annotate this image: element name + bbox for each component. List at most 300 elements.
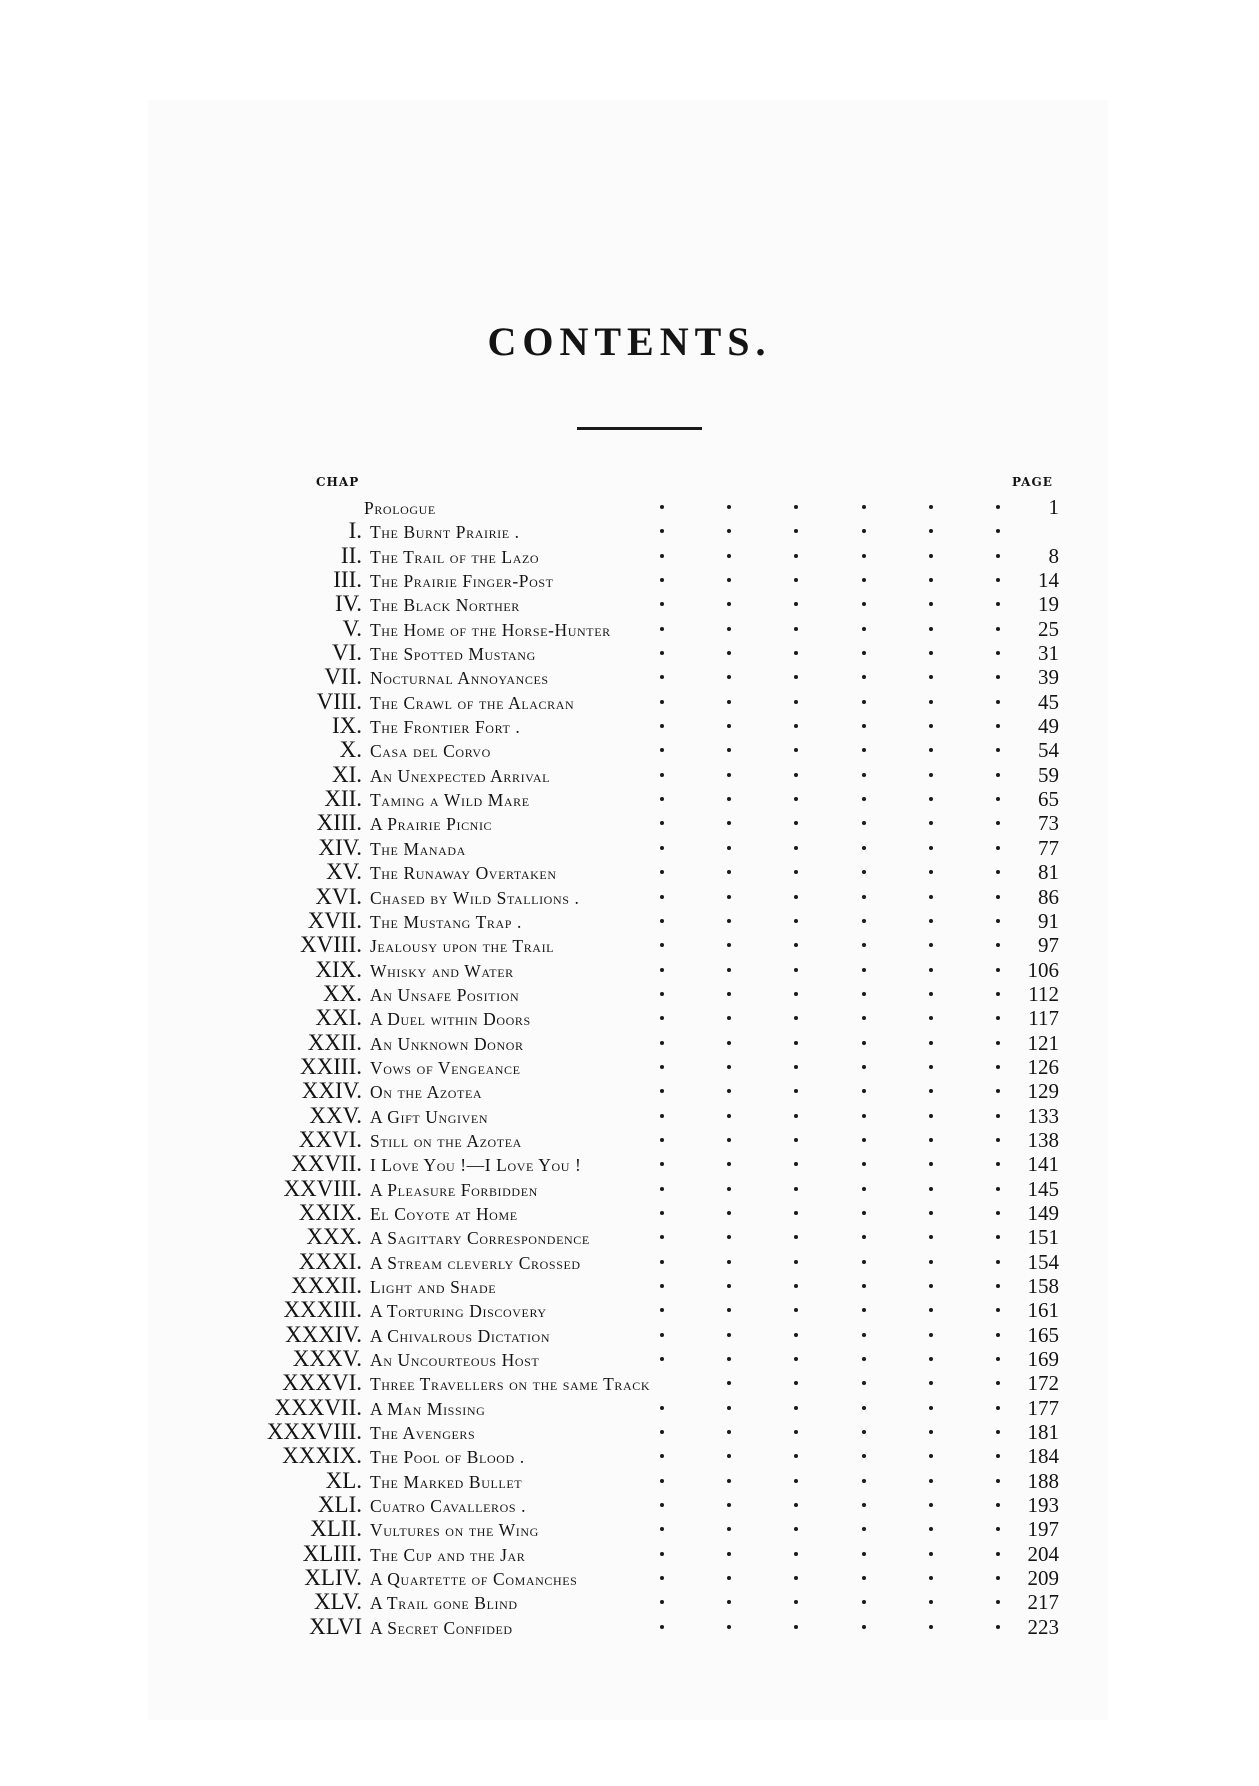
chapter-title: A Quartette of Comanches — [370, 1569, 578, 1590]
page-number: 204 — [1027, 1541, 1059, 1566]
leader-dot — [727, 1162, 731, 1166]
leader-dot — [929, 1138, 933, 1142]
leader-dot — [862, 1625, 866, 1629]
leader-dot — [794, 602, 798, 606]
dot-leader — [660, 714, 1000, 738]
leader-dot — [727, 675, 731, 679]
leader-dot — [862, 1187, 866, 1191]
leader-dot — [660, 797, 664, 801]
contents-entry — [0, 763, 1259, 787]
leader-dot — [929, 602, 933, 606]
contents-entry — [0, 1542, 1259, 1566]
leader-dot — [929, 1333, 933, 1337]
leader-dot — [794, 1552, 798, 1556]
leader-dot — [727, 748, 731, 752]
page-title: CONTENTS. — [487, 319, 772, 364]
leader-dot — [996, 1162, 1000, 1166]
leader-dot — [794, 675, 798, 679]
page-number: 59 — [1038, 762, 1059, 787]
leader-dot — [727, 797, 731, 801]
chapter-number: X. — [339, 737, 362, 763]
dot-leader — [660, 1615, 1000, 1639]
leader-dot — [929, 1406, 933, 1410]
page-number: 145 — [1027, 1176, 1059, 1201]
leader-dot — [727, 602, 731, 606]
leader-dot — [862, 846, 866, 850]
leader-dot — [794, 1381, 798, 1385]
leader-dot — [794, 1138, 798, 1142]
leader-dot — [727, 1600, 731, 1604]
leader-dot — [996, 968, 1000, 972]
leader-dot — [996, 1454, 1000, 1458]
leader-dot — [996, 627, 1000, 631]
leader-dot — [862, 1357, 866, 1361]
chapter-number: XLVI — [309, 1613, 362, 1639]
leader-dot — [727, 870, 731, 874]
page-number: 129 — [1027, 1079, 1059, 1104]
leader-dot — [660, 1625, 664, 1629]
leader-dot — [727, 505, 731, 509]
dot-leader — [660, 1396, 1000, 1420]
contents-entry — [0, 641, 1259, 665]
leader-dot — [862, 797, 866, 801]
chapter-title: A Secret Confided — [370, 1617, 513, 1638]
leader-dot — [727, 1065, 731, 1069]
leader-dot — [929, 651, 933, 655]
leader-dot — [929, 1454, 933, 1458]
contents-entry — [0, 1396, 1259, 1420]
chapter-title: The Pool of Blood . — [370, 1447, 525, 1468]
dot-leader — [660, 1590, 1000, 1614]
leader-dot — [929, 797, 933, 801]
leader-dot — [660, 1333, 664, 1337]
contents-entry — [0, 860, 1259, 884]
leader-dot — [660, 1089, 664, 1093]
chapter-title: The Prairie Finger-Post — [370, 571, 554, 592]
dot-leader — [660, 1128, 1000, 1152]
chapter-number: XXIII. — [300, 1053, 362, 1079]
leader-dot — [794, 1016, 798, 1020]
leader-dot — [727, 1625, 731, 1629]
leader-dot — [929, 700, 933, 704]
page-number: 45 — [1038, 689, 1059, 714]
leader-dot — [660, 1284, 664, 1288]
contents-entry — [0, 1031, 1259, 1055]
page-number: 86 — [1038, 884, 1059, 909]
chapter-title: The Avengers — [370, 1423, 476, 1444]
chapter-number: XXXVIII. — [266, 1419, 362, 1445]
chapter-number: XXV. — [309, 1102, 362, 1128]
leader-dot — [727, 1235, 731, 1239]
dot-leader — [660, 836, 1000, 860]
dot-leader — [660, 1420, 1000, 1444]
chapter-number: XII. — [324, 786, 362, 812]
leader-dot — [929, 1308, 933, 1312]
leader-dot — [862, 724, 866, 728]
page-number: 165 — [1027, 1322, 1059, 1347]
leader-dot — [862, 1065, 866, 1069]
contents-entry — [0, 1006, 1259, 1030]
leader-dot — [996, 1600, 1000, 1604]
page-number: 149 — [1027, 1200, 1059, 1225]
contents-entry — [0, 811, 1259, 835]
dot-leader — [660, 1542, 1000, 1566]
leader-dot — [862, 895, 866, 899]
leader-dot — [929, 1625, 933, 1629]
contents-entry — [0, 1469, 1259, 1493]
contents-entry — [0, 592, 1259, 616]
dot-leader — [660, 933, 1000, 957]
leader-dot — [727, 1406, 731, 1410]
chapter-title: A Prairie Picnic — [370, 814, 493, 835]
chapter-number: XLII. — [310, 1516, 362, 1542]
chapter-title: An Uncourteous Host — [370, 1350, 540, 1371]
dot-leader — [660, 495, 1000, 519]
leader-dot — [862, 1576, 866, 1580]
dot-leader — [660, 1493, 1000, 1517]
leader-dot — [929, 1187, 933, 1191]
leader-dot — [794, 1527, 798, 1531]
contents-entry — [0, 836, 1259, 860]
page-number: 169 — [1027, 1347, 1059, 1372]
chapter-number: I. — [348, 518, 362, 544]
leader-dot — [862, 968, 866, 972]
contents-entry — [0, 1152, 1259, 1176]
leader-dot — [996, 1260, 1000, 1264]
leader-dot — [996, 992, 1000, 996]
leader-dot — [996, 943, 1000, 947]
contents-entry — [0, 519, 1259, 543]
leader-dot — [996, 821, 1000, 825]
leader-dot — [996, 773, 1000, 777]
contents-entry — [0, 544, 1259, 568]
leader-dot — [794, 1089, 798, 1093]
dot-leader — [660, 738, 1000, 762]
chapter-title: Casa del Corvo — [370, 741, 491, 762]
chapter-title: A Man Missing — [370, 1398, 486, 1419]
leader-dot — [862, 992, 866, 996]
chapter-title: A Gift Ungiven — [370, 1106, 489, 1127]
chapter-title: Nocturnal Annoyances — [370, 668, 549, 689]
leader-dot — [996, 1552, 1000, 1556]
leader-dot — [996, 1406, 1000, 1410]
contents-entry — [0, 1444, 1259, 1468]
leader-dot — [727, 1114, 731, 1118]
leader-dot — [660, 1187, 664, 1191]
leader-dot — [862, 1381, 866, 1385]
leader-dot — [996, 554, 1000, 558]
leader-dot — [996, 675, 1000, 679]
chapter-number: VII. — [324, 664, 362, 690]
chapter-title: The Spotted Mustang — [370, 644, 536, 665]
contents-entry — [0, 1128, 1259, 1152]
leader-dot — [727, 968, 731, 972]
leader-dot — [660, 1406, 664, 1410]
leader-dot — [794, 919, 798, 923]
leader-dot — [727, 1357, 731, 1361]
page-number: 54 — [1038, 738, 1059, 763]
leader-dot — [862, 529, 866, 533]
leader-dot — [862, 1284, 866, 1288]
leader-dot — [996, 1114, 1000, 1118]
leader-dot — [794, 992, 798, 996]
chapter-number: XXVIII. — [283, 1175, 362, 1201]
contents-entry — [0, 714, 1259, 738]
leader-dot — [727, 651, 731, 655]
leader-dot — [862, 1235, 866, 1239]
dot-leader — [660, 519, 1000, 543]
leader-dot — [929, 1381, 933, 1385]
leader-dot — [727, 1430, 731, 1434]
page-number: 138 — [1027, 1127, 1059, 1152]
chapter-title: Whisky and Water — [370, 960, 514, 981]
chapter-title: A Torturing Discovery — [370, 1301, 547, 1322]
chapter-number: XVII. — [307, 907, 362, 933]
leader-dot — [794, 529, 798, 533]
leader-dot — [727, 821, 731, 825]
leader-dot — [929, 1260, 933, 1264]
page-number: 8 — [1048, 543, 1059, 568]
leader-dot — [794, 1576, 798, 1580]
contents-entry — [0, 982, 1259, 1006]
chapter-number: II. — [340, 542, 362, 568]
leader-dot — [660, 1357, 664, 1361]
leader-dot — [929, 968, 933, 972]
dot-leader — [660, 1517, 1000, 1541]
leader-dot — [929, 1552, 933, 1556]
leader-dot — [996, 870, 1000, 874]
chapter-number: XXVII. — [291, 1151, 362, 1177]
leader-dot — [794, 1235, 798, 1239]
leader-dot — [929, 846, 933, 850]
leader-dot — [862, 627, 866, 631]
leader-dot — [929, 675, 933, 679]
leader-dot — [929, 1576, 933, 1580]
leader-dot — [727, 1576, 731, 1580]
dot-leader — [660, 763, 1000, 787]
chapter-title: Light and Shade — [370, 1277, 497, 1297]
leader-dot — [996, 1187, 1000, 1191]
chapter-number: XXXV. — [292, 1346, 362, 1372]
page-number: 25 — [1038, 616, 1059, 641]
leader-dot — [996, 1333, 1000, 1337]
page-number: 112 — [1028, 981, 1059, 1006]
leader-dot — [996, 700, 1000, 704]
contents-entry — [0, 909, 1259, 933]
leader-dot — [660, 1600, 664, 1604]
leader-dot — [660, 675, 664, 679]
chapter-number: XV. — [325, 859, 362, 885]
chapter-number: XIX. — [315, 956, 362, 982]
leader-dot — [996, 1576, 1000, 1580]
chapter-title: The Black Norther — [370, 595, 520, 616]
chapter-number: XXIV. — [301, 1078, 362, 1104]
leader-dot — [794, 1162, 798, 1166]
leader-dot — [929, 1527, 933, 1531]
leader-dot — [996, 1235, 1000, 1239]
contents-entry — [0, 1079, 1259, 1103]
chapter-title: The Mustang Trap . — [370, 911, 522, 932]
leader-dot — [929, 943, 933, 947]
leader-dot — [862, 821, 866, 825]
contents-entry — [0, 1104, 1259, 1128]
leader-dot — [996, 748, 1000, 752]
leader-dot — [929, 724, 933, 728]
leader-dot — [862, 1114, 866, 1118]
leader-dot — [862, 1138, 866, 1142]
leader-dot — [862, 651, 866, 655]
page-number: 77 — [1038, 835, 1059, 860]
leader-dot — [794, 797, 798, 801]
leader-dot — [727, 578, 731, 582]
leader-dot — [929, 1162, 933, 1166]
dot-leader — [660, 690, 1000, 714]
page-number: 133 — [1027, 1103, 1059, 1128]
leader-dot — [660, 1552, 664, 1556]
leader-dot — [996, 1211, 1000, 1215]
page-number: 81 — [1038, 860, 1059, 885]
leader-dot — [660, 578, 664, 582]
leader-dot — [794, 1625, 798, 1629]
chapter-number: XL. — [325, 1467, 362, 1493]
leader-dot — [660, 505, 664, 509]
page-number: 161 — [1027, 1298, 1059, 1323]
chapter-title: A Pleasure Forbidden — [370, 1179, 538, 1200]
leader-dot — [862, 1308, 866, 1312]
leader-dot — [660, 1260, 664, 1264]
leader-dot — [794, 1041, 798, 1045]
leader-dot — [862, 1503, 866, 1507]
chapter-title: Still on the Azotea — [370, 1130, 522, 1151]
dot-leader — [660, 1371, 1000, 1395]
leader-dot — [929, 1211, 933, 1215]
leader-dot — [929, 773, 933, 777]
leader-dot — [794, 1284, 798, 1288]
chapter-number: XXXIX. — [282, 1443, 362, 1469]
leader-dot — [794, 627, 798, 631]
chapter-number: III. — [333, 567, 362, 593]
leader-dot — [660, 943, 664, 947]
page-number: 217 — [1027, 1590, 1059, 1615]
leader-dot — [727, 1138, 731, 1142]
leader-dot — [794, 1454, 798, 1458]
leader-dot — [794, 968, 798, 972]
leader-dot — [996, 1016, 1000, 1020]
page-number: 209 — [1027, 1566, 1059, 1591]
leader-dot — [660, 1065, 664, 1069]
contents-entry — [0, 1250, 1259, 1274]
chapter-number: XVIII. — [300, 932, 362, 958]
page-number: 19 — [1038, 592, 1059, 617]
dot-leader — [660, 1469, 1000, 1493]
leader-dot — [660, 870, 664, 874]
leader-dot — [660, 651, 664, 655]
page-number: 65 — [1038, 787, 1059, 812]
chapter-number: IX. — [331, 713, 362, 739]
page-number: 177 — [1027, 1395, 1059, 1420]
chapter-title: The Runaway Overtaken — [370, 863, 557, 884]
page-number: 31 — [1038, 641, 1059, 666]
leader-dot — [660, 1430, 664, 1434]
chapter-title: A Stream cleverly Crossed — [370, 1252, 581, 1273]
leader-dot — [794, 1406, 798, 1410]
leader-dot — [727, 1284, 731, 1288]
leader-dot — [996, 602, 1000, 606]
leader-dot — [929, 1479, 933, 1483]
chapter-number: XXXVII. — [274, 1394, 362, 1420]
leader-dot — [660, 1114, 664, 1118]
contents-entry — [0, 933, 1259, 957]
contents-entry — [0, 1566, 1259, 1590]
page-number: 97 — [1038, 933, 1059, 958]
leader-dot — [862, 602, 866, 606]
leader-dot — [727, 554, 731, 558]
chapter-number: XXXIII. — [283, 1297, 362, 1323]
leader-dot — [794, 1503, 798, 1507]
dot-leader — [660, 1201, 1000, 1225]
leader-dot — [862, 1454, 866, 1458]
leader-dot — [794, 1600, 798, 1604]
leader-dot — [996, 651, 1000, 655]
contents-entry — [0, 1420, 1259, 1444]
leader-dot — [660, 602, 664, 606]
chapter-number: XXX. — [306, 1224, 362, 1250]
dot-leader — [660, 1566, 1000, 1590]
leader-dot — [660, 1454, 664, 1458]
chapter-title: The Burnt Prairie . — [370, 522, 520, 543]
leader-dot — [929, 870, 933, 874]
dot-leader — [660, 1274, 1000, 1298]
leader-dot — [660, 1138, 664, 1142]
page-number: 106 — [1027, 957, 1059, 982]
leader-dot — [996, 724, 1000, 728]
leader-dot — [996, 1284, 1000, 1288]
chapter-number: XVI. — [315, 883, 362, 909]
chapter-title: Cuatro Cavalleros . — [370, 1496, 527, 1517]
leader-dot — [794, 870, 798, 874]
leader-dot — [660, 700, 664, 704]
leader-dot — [794, 1187, 798, 1191]
leader-dot — [794, 505, 798, 509]
chapter-title: Vows of Vengeance — [370, 1057, 521, 1078]
leader-dot — [794, 748, 798, 752]
leader-dot — [996, 1357, 1000, 1361]
leader-dot — [727, 773, 731, 777]
leader-dot — [929, 505, 933, 509]
leader-dot — [996, 1308, 1000, 1312]
page-number: 14 — [1038, 568, 1059, 593]
contents-entry — [0, 1371, 1259, 1395]
leader-dot — [996, 846, 1000, 850]
contents-entry — [0, 885, 1259, 909]
contents-entry — [0, 1298, 1259, 1322]
leader-dot — [862, 1162, 866, 1166]
contents-entry — [0, 787, 1259, 811]
leader-dot — [862, 1089, 866, 1093]
dot-leader — [660, 811, 1000, 835]
leader-dot — [929, 529, 933, 533]
contents-entry — [0, 568, 1259, 592]
dot-leader — [660, 982, 1000, 1006]
leader-dot — [794, 821, 798, 825]
dot-leader — [660, 860, 1000, 884]
leader-dot — [862, 700, 866, 704]
leader-dot — [862, 505, 866, 509]
leader-dot — [794, 943, 798, 947]
leader-dot — [660, 992, 664, 996]
leader-dot — [862, 748, 866, 752]
dot-leader — [660, 544, 1000, 568]
